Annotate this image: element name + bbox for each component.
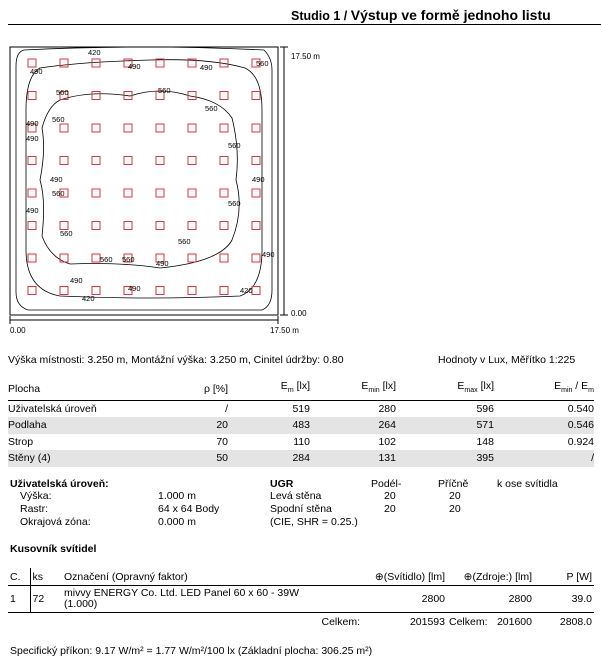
luminaire-symbol [60,59,68,67]
contour-label: 490 [252,175,265,184]
contour-label: 490 [200,63,213,72]
luminaire-symbol [28,287,36,295]
luminaire-symbol [252,92,260,100]
table-row: Podlaha 20 483 264 571 0.546 [8,417,594,434]
luminaire-symbol [28,222,36,230]
luminaire-symbol [252,287,260,295]
user-level-height-label: Výška: [20,490,52,502]
col-qty: ks [30,568,62,586]
col-power: P [W] [534,568,594,586]
col-name: Označení (Opravný faktor) [62,568,362,586]
col-flux-luminaire: ⊕(Svítidlo) [lm] [362,568,447,586]
table-row: 1 72 mivvy ENERGY Co. Ltd. LED Panel 60 x 60 - 39W (1.000) 2800 2800 39.0 [8,586,594,613]
luminaire-symbol [124,189,132,197]
luminaire-symbol [220,222,228,230]
col-flux-source: ⊕(Zdroje:) [lm] [447,568,534,586]
contour-label: 420 [82,294,95,303]
total-label: Celkem: [321,615,360,628]
ugr-col-long: Podél- [371,478,402,490]
luminaire-symbol [28,59,36,67]
luminaire-name: mivvy ENERGY Co. Ltd. LED Panel 60 x 60 - 39W (1.000) [62,586,362,613]
luminaire-symbol [92,92,100,100]
user-level-grid-label: Rastr: [20,503,49,515]
user-level-grid-value: 64 x 64 Body [158,503,220,515]
flux-icon: ⊕ [463,570,473,583]
luminaire-symbol [156,189,164,197]
col-rho: ρ [%] [178,378,228,400]
luminaire-symbol [220,92,228,100]
col-em: $E_m$ [lx] [228,378,310,400]
contour-label: 420 [240,286,253,295]
values-unit-scale: Hodnoty v Lux, Měřítko 1:225 [438,354,576,366]
luminaire-symbol [220,189,228,197]
total-flux-luminaire: 201593 [409,615,445,628]
col-emax: $E_{max}$ [lx] [396,378,494,400]
contour-label: 560 [256,59,269,68]
contour-label: 490 [70,276,83,285]
luminaire-symbol [188,287,196,295]
ugr-row-cross: 20 [449,490,461,502]
title-separator: / [343,9,348,23]
ugr-row-cross: 20 [449,503,461,515]
luminaire-symbol [60,287,68,295]
ugr-row-long: 20 [384,503,396,515]
ugr-title: UGR [270,478,294,490]
total-power: 2808.0 [559,615,592,628]
contour-label: 490 [262,250,275,259]
luminaire-symbol [188,124,196,132]
contour-label: 490 [26,134,39,143]
luminaire-symbol [220,124,228,132]
luminaire-symbol [28,157,36,165]
col-no: C. [8,568,30,586]
ugr-row-label: Spodní stěna [270,503,332,515]
luminaire-symbol [188,157,196,165]
luminaire-symbol [28,189,36,197]
luminaire-symbol [60,124,68,132]
ugr-col-cross: Příčně [438,478,469,490]
luminaire-symbol [220,287,228,295]
luminaire-symbol [188,254,196,262]
user-level-height-value: 1.000 m [158,490,196,502]
luminaire-symbol [188,189,196,197]
user-level-edge-label: Okrajová zóna: [20,516,91,528]
contour-label: 560 [52,115,65,124]
specific-power: Specifický příkon: 9.17 W/m² = 1.77 W/m²/100 lx (Základní plocha: 306.25 m²) [10,645,373,657]
contour-label: 560 [178,237,191,246]
col-plocha: Plocha [8,378,178,400]
luminaire-symbol [28,254,36,262]
luminaire-symbol [156,157,164,165]
luminaire-symbol [124,124,132,132]
contour-label: 490 [128,62,141,71]
contour-label: 560 [60,229,73,238]
luminaire-symbol [220,254,228,262]
col-emin: $E_{min}$ [lx] [310,378,396,400]
luminaire-symbol [92,254,100,262]
table-row: Stěny (4) 50 284 131 395 / [8,450,594,467]
user-level-title: Uživatelská úroveň: [10,478,109,490]
luminaire-symbol [60,254,68,262]
plan-y-top-label: 17.50 m [291,52,320,61]
luminaire-header-row [8,568,594,586]
contour-label: 560 [122,255,135,264]
luminaire-symbol [124,157,132,165]
ugr-row-label: Levá stěna [270,490,322,502]
contour-label: 490 [50,175,63,184]
contour-label: 560 [205,104,218,113]
contour-label: 490 [128,284,141,293]
luminaire-symbol [92,124,100,132]
plan-y-bottom-label: 0.00 [291,309,307,318]
luminaire-symbol [252,189,260,197]
contour-label: 490 [26,206,39,215]
luminaire-symbol [220,157,228,165]
room-dimensions: Výška místnosti: 3.250 m, Montážní výška: 3.250 m, Cinitel údržby: 0.80 [8,354,344,366]
luminaire-symbol [28,92,36,100]
luminaire-symbol [252,157,260,165]
table-row: Uživatelská úroveň / 519 280 596 0.540 [8,402,594,415]
luminaire-symbol [92,222,100,230]
luminaire-symbol [188,222,196,230]
totals-row [8,613,594,631]
plan-x-end-label: 17.50 m [270,326,299,335]
project-name: Studio 1 [291,9,341,23]
contour-label: 490 [30,67,43,76]
luminaire-symbol [92,157,100,165]
luminaire-symbol [252,222,260,230]
contour-label: 490 [156,259,169,268]
luminaire-symbol [156,222,164,230]
luminaire-symbol [60,157,68,165]
ugr-note: (CIE, SHR = 0.25.) [270,516,358,528]
contour-label: 560 [52,189,65,198]
luminaire-symbol [156,287,164,295]
luminaire-list-title: Kusovník svítidel [10,543,97,555]
table-row: Strop 70 110 102 148 0.924 [8,435,594,448]
luminaire-symbol [156,124,164,132]
ugr-col-axis: k ose svítidla [497,478,558,490]
illuminance-results-table [8,378,594,467]
total-flux-source: Celkem: 201600 [449,615,532,628]
luminaire-list-table [8,568,594,630]
contour-560 [40,91,239,268]
plan-x-start-label: 0.00 [10,326,26,335]
results-header-row [8,378,594,400]
page-title: Výstup ve formě jednoho listu [350,7,551,23]
col-uniformity: $E_{min} / E_m$ [494,378,594,400]
contour-label: 490 [26,119,39,128]
user-level-edge-value: 0.000 m [158,516,196,528]
contour-label: 560 [100,255,113,264]
luminaire-symbol [252,254,260,262]
luminaire-symbol [92,189,100,197]
flux-icon: ⊕ [374,570,384,583]
contour-label: 560 [228,141,241,150]
luminaire-symbol [252,124,260,132]
contour-label: 560 [228,199,241,208]
ugr-row-long: 20 [384,490,396,502]
contour-label: 560 [56,88,69,97]
contour-label: 420 [88,48,101,57]
contour-label: 560 [158,86,171,95]
luminaire-symbol [124,222,132,230]
